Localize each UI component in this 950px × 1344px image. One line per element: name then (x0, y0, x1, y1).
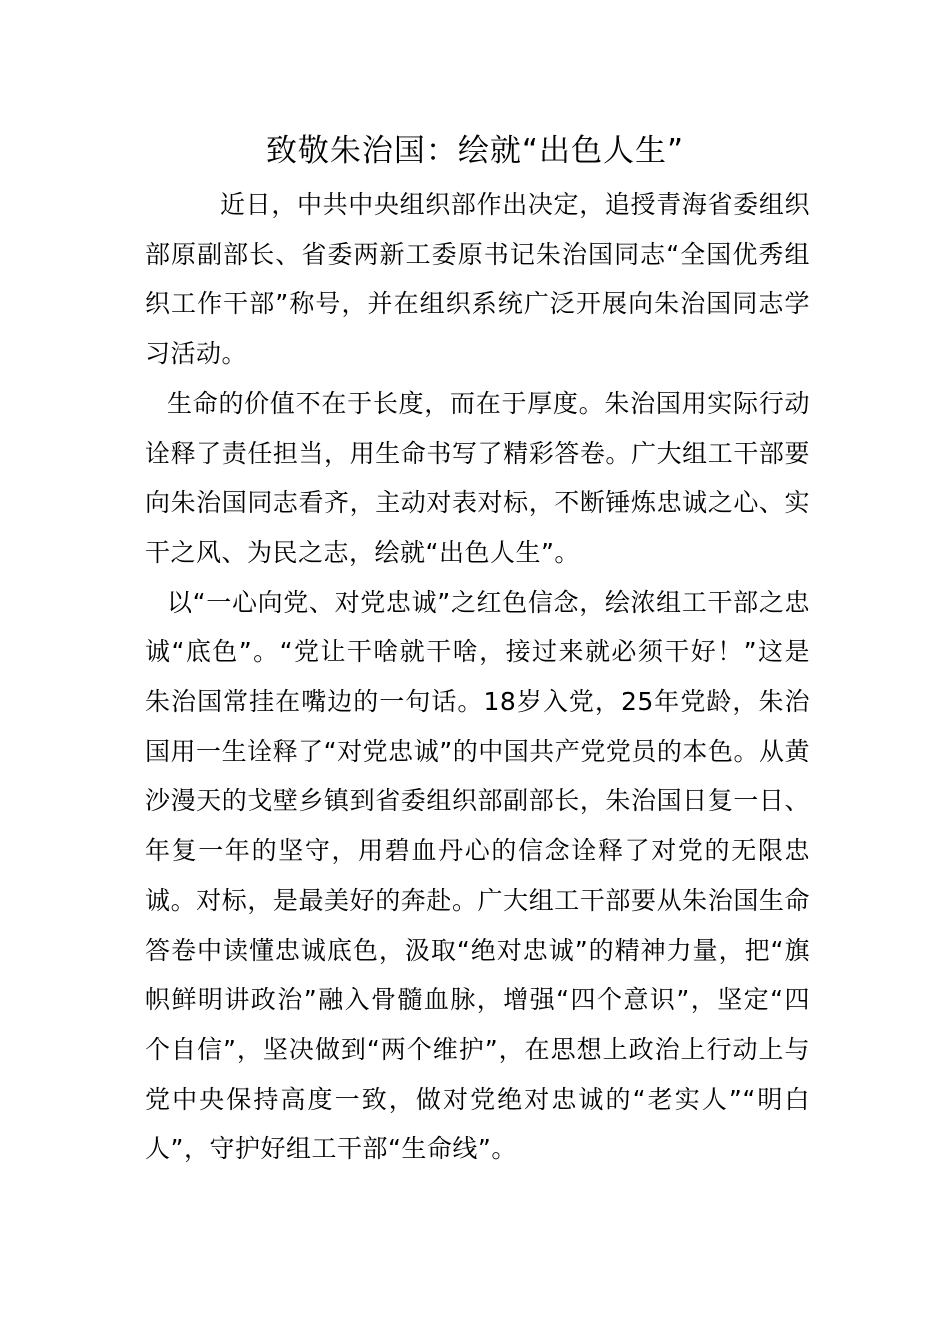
paragraph-2: 生命的价值不在于长度，而在于厚度。朱治国用实际行动诠释了责任担当，用生命书写了精彩答卷。广大组工干部要向朱治国同志看齐，主动对表对标，不断锤炼忠诚之心、实干之风、为民之志，绘就“出色人生”。 (145, 388, 810, 567)
paragraph-1: 近日，中共中央组织部作出决定，追授青海省委组织部原副部长、省委两新工委原书记朱治国同志“全国优秀组织工作干部”称号，并在组织系统广泛开展向朱治国同志学习活动。 (145, 190, 810, 369)
paragraph-3: 以“一心向党、对党忠诚”之红色信念，绘浓组工干部之忠诚“底色”。“党让干啥就干啥，接过来就必须干好！”这是朱治国常挂在嘴边的一句话。18岁入党，25年党龄，朱治国用一生诠释了“对党忠诚”的中国共产党党员的本色。从黄沙漫天的戈壁乡镇到省委组织部副部长，朱治国日复一日、年复一年的坚守，用碧血丹心的信念诠释了对党的无限忠诚。对标，是最美好的奔赴。广大组工干部要从朱治国生命答卷中读懂忠诚底色，汲取“绝对忠诚”的精神力量，把“旗帜鲜明讲政治”融入骨髓血脉，增强“四个意识”，坚定“四个自信”，坚决做到“两个维护”，在思想上政治上行动上与党中央保持高度一致，做对党绝对忠诚的“老实人”“明白人”，守护好组工干部“生命线”。 (145, 587, 810, 1164)
document-title: 致敬朱治国：绘就“出色人生” (265, 133, 685, 169)
document-body (145, 180, 810, 1174)
